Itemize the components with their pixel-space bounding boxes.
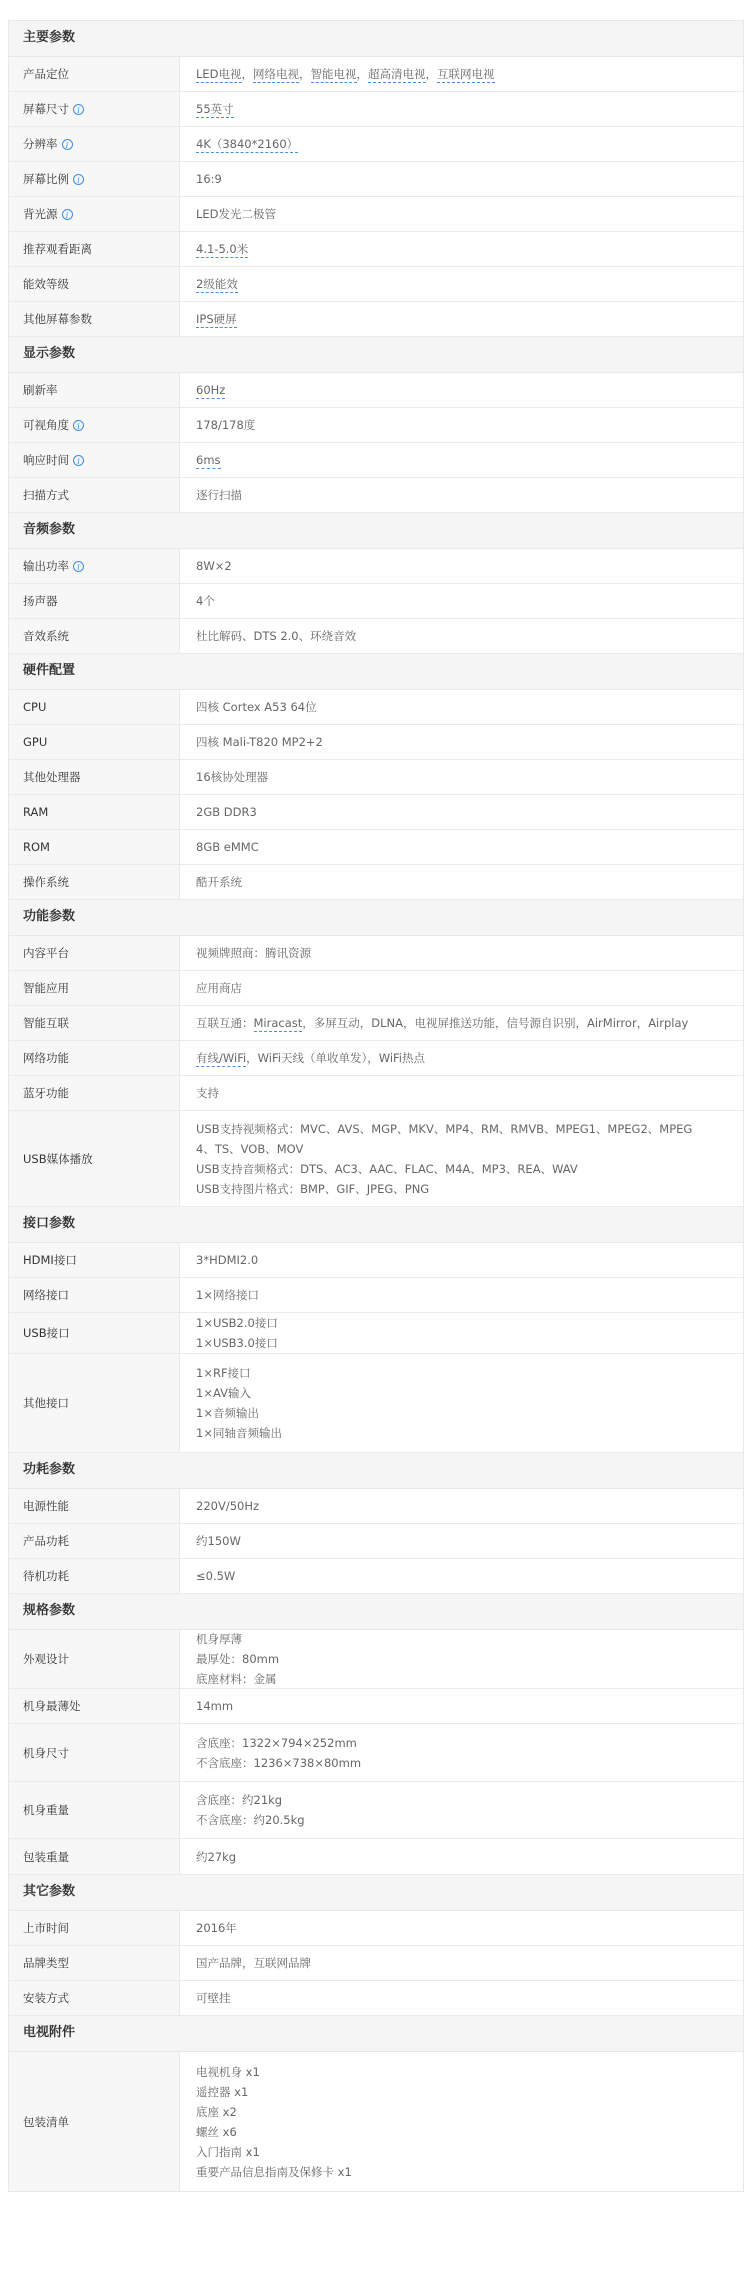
spec-label: CPU [23,700,47,714]
spec-value-cell [180,92,743,126]
spec-label-cell [9,1354,180,1452]
spec-label-cell [9,549,180,583]
separator: ， [403,1016,415,1030]
spec-row [9,1243,743,1278]
spec-value-cell [180,1006,743,1040]
spec-value-link[interactable]: 网络电视 [253,67,300,81]
separator: ： [242,1016,254,1030]
spec-value-cell [180,1559,743,1593]
spec-label-cell [9,1243,180,1277]
spec-label: 屏幕尺寸 [23,102,69,116]
spec-value [196,64,729,84]
section-title: 功能参数 [9,900,743,936]
spec-label: 电源性能 [23,1499,69,1513]
spec-value-cell [180,1782,743,1838]
spec-label: 屏幕比例 [23,172,69,186]
spec-value-cell [180,373,743,407]
spec-value: 应用商店 [196,981,242,995]
section-title: 规格参数 [9,1594,743,1630]
spec-value-cell [180,760,743,794]
spec-value-cell [180,408,743,442]
spec-value-line: 1×USB3.0接口 [196,1336,278,1350]
spec-value: 支持 [196,1086,219,1100]
spec-row [9,197,743,232]
spec-value: 约150W [196,1534,241,1548]
spec-value-line: USB支持视频格式：MVC、AVS、MGP、MKV、MP4、RM、RMVB、MPEG1、MPEG2、MPEG [196,1121,693,1136]
spec-value: 16:9 [196,172,222,186]
spec-label-cell [9,1689,180,1723]
spec-label: 刷新率 [23,383,58,397]
spec-label-cell [9,1489,180,1523]
spec-label: 背光源 [23,207,58,221]
spec-value-segment: 多屏互动 [313,1016,360,1030]
spec-label: USB接口 [23,1326,70,1340]
spec-label-cell [9,1111,180,1206]
spec-value: 2GB DDR3 [196,805,257,819]
spec-label: 其他接口 [23,1396,69,1410]
spec-value-cell [180,57,743,91]
spec-row [9,1313,743,1354]
spec-row [9,1689,743,1724]
spec-label-cell [9,478,180,512]
spec-label: 网络功能 [23,1051,69,1065]
info-icon[interactable]: i [62,209,73,220]
spec-value-cell [180,619,743,653]
section-title: 音频参数 [9,513,743,549]
spec-value-link[interactable]: 2级能效 [196,277,238,291]
spec-label: 可视角度 [23,418,69,432]
spec-value-line: 1×AV输入 [196,1386,251,1400]
section-title: 主要参数 [9,21,743,57]
section-title: 硬件配置 [9,654,743,690]
spec-label: 网络接口 [23,1288,69,1302]
spec-value-cell [180,865,743,899]
spec-label-cell [9,725,180,759]
spec-value-cell [180,127,743,161]
spec-label-cell [9,197,180,231]
spec-row [9,1354,743,1453]
spec-value [196,1013,729,1033]
spec-row [9,162,743,197]
separator: ， [367,1051,379,1065]
section-title: 其它参数 [9,1875,743,1911]
spec-label: 包装重量 [23,1849,69,1864]
spec-value-segment: AirMirror [587,1016,637,1030]
spec-value [196,380,729,400]
spec-value: 逐行扫描 [196,488,242,502]
info-icon[interactable]: i [73,420,84,431]
spec-label-cell [9,795,180,829]
spec-label-cell [9,971,180,1005]
spec-value-cell [180,971,743,1005]
spec-label-cell [9,1782,180,1838]
spec-label-cell [9,619,180,653]
spec-value-cell [180,795,743,829]
spec-value-cell [180,443,743,477]
spec-value: 220V/50Hz [196,1499,260,1513]
spec-value-cell [180,690,743,724]
spec-value-segment: Airplay [648,1016,689,1030]
spec-label: 蓝牙功能 [23,1086,69,1100]
spec-value-line: 底座 x2 [196,2104,237,2119]
spec-value-link[interactable]: 超高清电视 [368,67,426,81]
spec-row [9,760,743,795]
spec-label: 智能应用 [23,981,69,995]
spec-label: ROM [23,840,50,854]
spec-row [9,795,743,830]
spec-row [9,92,743,127]
separator: ， [495,1016,507,1030]
separator: ， [575,1016,587,1030]
spec-value-link[interactable]: 4.1-5.0米 [196,242,249,256]
spec-value-cell [180,1111,743,1206]
spec-value-cell [180,1278,743,1312]
spec-value-link[interactable]: 互联网电视 [437,67,495,81]
spec-label-cell [9,1559,180,1593]
spec-label-cell [9,1076,180,1110]
spec-label: USB媒体播放 [23,1151,93,1166]
spec-row [9,1839,743,1875]
spec-label: RAM [23,805,49,819]
spec-value-link[interactable]: 4K（3840*2160） [196,137,299,151]
spec-row [9,549,743,584]
spec-value-cell [180,1524,743,1558]
spec-value-cell [180,1354,743,1452]
spec-value-cell [180,1243,743,1277]
info-icon[interactable]: i [73,104,84,115]
spec-label: 操作系统 [23,875,69,889]
spec-value: 酷开系统 [196,875,242,889]
spec-value-segment: 互联互通 [196,1016,242,1030]
spec-value-link[interactable]: 60Hz [196,383,226,397]
spec-label: 待机功耗 [23,1569,69,1583]
spec-label-cell [9,1313,180,1353]
spec-value-cell [180,725,743,759]
spec-label-cell [9,1981,180,2015]
spec-row [9,971,743,1006]
spec-value-link[interactable]: IPS硬屏 [196,312,237,326]
spec-label: 机身最薄处 [23,1699,81,1713]
spec-label: GPU [23,735,48,749]
spec-row [9,373,743,408]
spec-value-line: 电视机身 x1 [196,2064,260,2079]
separator: ， [425,67,438,81]
spec-value-link[interactable]: 智能电视 [310,67,357,81]
spec-value-cell [180,197,743,231]
spec-label: HDMI接口 [23,1253,77,1267]
spec-value: 杜比解码、DTS 2.0、环绕音效 [196,629,357,643]
spec-row [9,408,743,443]
spec-label-cell [9,584,180,618]
spec-label-cell [9,1946,180,1980]
spec-label-cell [9,1724,180,1781]
spec-value-link[interactable]: 6ms [196,453,221,467]
spec-value-cell [180,1981,743,2015]
info-icon[interactable]: i [73,561,84,572]
spec-value: ≤0.5W [196,1569,236,1583]
spec-label-cell [9,760,180,794]
spec-row [9,1946,743,1981]
spec-value-cell [180,1911,743,1945]
spec-value-line: 1×RF接口 [196,1366,251,1380]
spec-label-cell [9,865,180,899]
spec-value-cell [180,1946,743,1980]
spec-value-cell [180,1489,743,1523]
spec-label-cell [9,936,180,970]
spec-row [9,232,743,267]
spec-value [196,99,729,119]
separator: ， [246,1051,258,1065]
spec-value-link[interactable]: 55英寸 [196,102,234,116]
spec-value: 四核 Cortex A53 64位 [196,700,317,714]
spec-value: 14mm [196,1699,234,1713]
spec-value-line: 含底座：约21kg [196,1793,283,1807]
spec-value-line: 最厚处：80mm [196,1652,280,1666]
info-icon[interactable]: i [73,174,84,185]
spec-value-cell [180,1724,743,1781]
spec-label: 音效系统 [23,629,69,643]
spec-label-cell [9,830,180,864]
info-icon[interactable]: i [62,139,73,150]
separator: ， [636,1016,649,1030]
separator: ， [359,1016,372,1030]
spec-value-cell [180,302,743,336]
spec-label: 其他屏幕参数 [23,312,92,326]
spec-value: LED发光二极管 [196,207,277,221]
spec-label-cell [9,690,180,724]
spec-value-link[interactable]: Miracast [253,1016,303,1030]
spec-value-cell [180,1313,743,1353]
spec-value-line: 1×USB2.0接口 [196,1316,278,1330]
spec-row [9,619,743,654]
spec-label-cell [9,162,180,196]
spec-label: 其他处理器 [23,770,81,784]
spec-value-line: 4、TS、VOB、MOV [196,1141,304,1156]
spec-value-segment: DLNA [371,1016,403,1030]
spec-row [9,1076,743,1111]
spec-row [9,1006,743,1041]
spec-row [9,1981,743,2016]
spec-row [9,1278,743,1313]
spec-label-cell [9,232,180,266]
spec-label-cell [9,267,180,301]
spec-value: 视频牌照商：腾讯资源 [196,946,311,960]
spec-label: 分辨率 [23,137,58,151]
spec-value-cell [180,162,743,196]
spec-value-segment: 电视屏推送功能 [414,1016,495,1030]
spec-label: 智能互联 [23,1016,69,1030]
spec-value-line: 不含底座：约20.5kg [196,1813,305,1827]
spec-value-cell [180,1689,743,1723]
spec-row [9,1559,743,1594]
spec-row [9,1724,743,1782]
spec-value-segment: 信号源自识别 [506,1016,576,1030]
spec-value-line: USB支持音频格式：DTS、AC3、AAC、FLAC、M4A、MP3、REA、WAV [196,1161,578,1176]
spec-row [9,127,743,162]
spec-row [9,443,743,478]
spec-label-cell [9,1524,180,1558]
separator: ， [299,67,311,81]
section-title: 功耗参数 [9,1453,743,1489]
spec-value-line: 入门指南 x1 [196,2144,260,2159]
spec-row [9,1524,743,1559]
spec-value-line: 重要产品信息指南及保修卡 x1 [196,2164,352,2179]
spec-value: 约27kg [196,1849,237,1864]
spec-label: 响应时间 [23,453,69,467]
spec-row [9,1630,743,1689]
spec-row [9,865,743,900]
spec-row [9,1041,743,1076]
spec-row [9,302,743,337]
spec-value-link[interactable]: 有线/WiFi [196,1051,247,1065]
spec-value-cell [180,936,743,970]
spec-label-cell [9,1041,180,1075]
spec-value: 8GB eMMC [196,840,259,854]
spec-value-cell [180,478,743,512]
section-title: 电视附件 [9,2016,743,2052]
spec-value-cell [180,584,743,618]
spec-value: 国产品牌，互联网品牌 [196,1956,311,1970]
spec-label: 输出功率 [23,559,69,573]
spec-label: 能效等级 [23,277,69,291]
spec-value-line: 1×同轴音频输出 [196,1426,282,1440]
spec-label-cell [9,443,180,477]
spec-value: 16核协处理器 [196,770,269,784]
spec-value [196,309,729,329]
spec-value [196,239,729,259]
spec-value-line: 1×音频输出 [196,1406,259,1420]
spec-row [9,936,743,971]
spec-row [9,2052,743,2191]
spec-row [9,267,743,302]
spec-value [196,1048,729,1068]
spec-value-cell [180,1839,743,1874]
section-title: 接口参数 [9,1207,743,1243]
spec-row [9,1911,743,1946]
spec-label-cell [9,1278,180,1312]
spec-table [8,20,744,2192]
spec-label-cell [9,57,180,91]
spec-row [9,478,743,513]
spec-value-cell [180,1041,743,1075]
spec-value-cell [180,232,743,266]
spec-label-cell [9,1911,180,1945]
spec-value-line: 含底座：1322×794×252mm [196,1735,357,1750]
spec-label: 包装清单 [23,2114,69,2129]
spec-value: 2016年 [196,1921,237,1935]
spec-label: 安装方式 [23,1991,69,2005]
spec-value-segment: WiFi热点 [378,1051,426,1065]
spec-label: 上市时间 [23,1921,69,1935]
spec-value-cell [180,830,743,864]
spec-value-cell [180,2052,743,2191]
separator: ， [241,67,254,81]
spec-label-cell [9,92,180,126]
spec-label: 扫描方式 [23,488,69,502]
spec-row [9,830,743,865]
spec-value-cell [180,1630,743,1688]
spec-label-cell [9,127,180,161]
spec-label: 产品定位 [23,67,69,81]
spec-value [196,134,729,154]
spec-value [196,450,729,470]
spec-value-cell [180,549,743,583]
spec-value [196,274,729,294]
separator: ， [302,1016,314,1030]
spec-value-line: 螺丝 x6 [196,2124,237,2139]
spec-value: 1×网络接口 [196,1288,259,1302]
spec-value-cell [180,1076,743,1110]
spec-row [9,725,743,760]
separator: ， [356,67,369,81]
spec-value: 4个 [196,594,215,608]
spec-label-cell [9,1839,180,1874]
spec-value-link[interactable]: LED电视 [196,67,242,81]
spec-row [9,1782,743,1839]
spec-label-cell [9,302,180,336]
spec-label: 机身尺寸 [23,1745,69,1760]
spec-value-line: 底座材料：金属 [196,1672,277,1686]
spec-label: 内容平台 [23,946,69,960]
spec-label-cell [9,1630,180,1688]
spec-label-cell [9,373,180,407]
spec-label: 品牌类型 [23,1956,69,1970]
section-title: 显示参数 [9,337,743,373]
spec-value: 可壁挂 [196,1991,231,2005]
spec-value-line: 机身厚薄 [196,1632,242,1646]
spec-label: 扬声器 [23,594,58,608]
spec-value-line: 不含底座：1236×738×80mm [196,1755,362,1770]
info-icon[interactable]: i [73,455,84,466]
spec-label: 机身重量 [23,1803,69,1817]
spec-label: 外观设计 [23,1652,69,1666]
spec-row [9,57,743,92]
spec-label-cell [9,1006,180,1040]
spec-value: 3*HDMI2.0 [196,1253,259,1267]
spec-value-cell [180,267,743,301]
spec-value-line: USB支持图片格式：BMP、GIF、JPEG、PNG [196,1181,430,1196]
spec-value: 8W×2 [196,559,232,573]
spec-label-cell [9,408,180,442]
spec-value: 178/178度 [196,418,256,432]
spec-row [9,1111,743,1207]
spec-row [9,584,743,619]
spec-label: 产品功耗 [23,1534,69,1548]
spec-value-segment: WiFi天线（单收单发） [257,1051,368,1065]
spec-value-line: 遥控器 x1 [196,2084,249,2099]
spec-label-cell [9,2052,180,2191]
spec-value: 四核 Mali-T820 MP2+2 [196,735,323,749]
spec-row [9,1489,743,1524]
spec-row [9,690,743,725]
spec-label: 推荐观看距离 [23,242,92,256]
